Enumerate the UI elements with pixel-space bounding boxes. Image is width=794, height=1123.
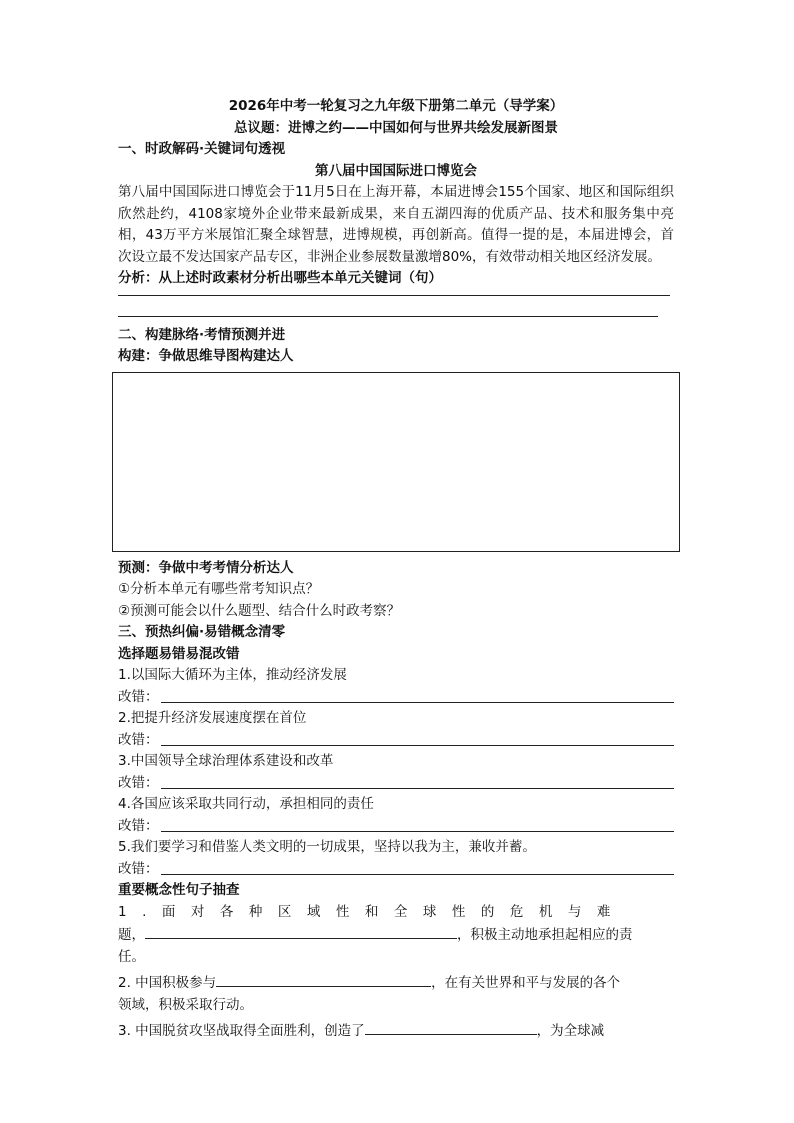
correction-blank[interactable] [161, 745, 675, 746]
fill-text: 题， [118, 927, 145, 943]
section3-sub1: 选择题易错易混改错 [118, 645, 240, 662]
answer-line[interactable] [118, 315, 658, 317]
fill-item-1-line1: 1.面对各种区域性和全球性的危机与难 [118, 903, 626, 920]
correction-row [118, 816, 674, 838]
section3-heading: 三、预热纠偏·易错概念清零 [118, 624, 286, 640]
answer-lines [118, 294, 674, 317]
fill-item-1-line3: 任。 [118, 948, 145, 965]
correction-label: 改错： [118, 774, 159, 791]
correction-label: 改错： [118, 817, 159, 834]
section2-heading: 二、构建脉络·考情预测并进 [118, 326, 286, 343]
section3-sub2: 重要概念性句子抽查 [118, 882, 240, 898]
fill-item-1-line2 [118, 923, 674, 947]
mindmap-box[interactable] [112, 372, 680, 552]
correction-blank[interactable] [161, 831, 675, 832]
fill-item-2-line1 [118, 971, 674, 995]
correction-item-3: 3.中国领导全球治理体系建设和改革 [118, 753, 334, 769]
fill-item-2-line2: 领域，积极采取行动。 [118, 996, 253, 1013]
correction-row [118, 859, 674, 881]
predict-label: 预测：争做中考考情分析达人 [118, 559, 294, 576]
correction-row [118, 773, 674, 795]
correction-label: 改错： [118, 860, 159, 877]
fill-blank[interactable] [216, 971, 431, 987]
correction-item-1: 1.以国际大循环为主体，推动经济发展 [118, 667, 347, 683]
fill-text: ，在有关世界和平与发展的各个 [431, 975, 621, 991]
doc-subtitle: 总议题：进博之约——中国如何与世界共绘发展新图景 [234, 119, 558, 136]
correction-row [118, 687, 674, 709]
correction-item-4: 4.各国应该采取共同行动，承担相同的责任 [118, 796, 374, 812]
article-text: 第八届中国国际进口博览会于11月5日在上海开幕，本届进博会155个国家、地区和国际组织欣然赴约，4108家境外企业带来最新成果，来自五湖四海的优质产品、技术和服务集中亮相，43万平方米展馆汇聚全球智慧，进博规模，再创新高。值得一提的是，本届进博会，首次设立最不发达国家产品专区，非洲企业参展数量激增80%，有效带动相关地区经济发展。 [118, 184, 674, 265]
correction-blank[interactable] [161, 788, 675, 789]
correction-blank[interactable] [161, 702, 675, 703]
predict-question-2: ②预测可能会以什么题型、结合什么时政考察？ [118, 602, 401, 619]
correction-item-5: 5.我们要学习和借鉴人类文明的一切成果，坚持以我为主，兼收并蓄。 [118, 839, 536, 855]
fill-text: 3. 中国脱贫攻坚战取得全面胜利，创造了 [118, 1023, 365, 1039]
fill-text: ，为全球减 [536, 1023, 605, 1039]
fill-text: ，积极主动地承担起相应的责 [457, 927, 633, 943]
doc-title: 2026年中考一轮复习之九年级下册第二单元（导学案） [228, 98, 564, 114]
fill-blank[interactable] [365, 1019, 537, 1035]
fill-in-list [118, 902, 674, 1043]
correction-row [118, 730, 674, 752]
fill-blank[interactable] [145, 923, 457, 939]
correction-label: 改错： [118, 688, 159, 705]
build-label: 构建：争做思维导图构建达人 [118, 348, 294, 364]
correction-blank[interactable] [161, 874, 675, 875]
correction-label: 改错： [118, 731, 159, 748]
document-page [118, 96, 674, 1043]
article-title: 第八届中国国际进口博览会 [315, 162, 477, 179]
correction-list [118, 665, 674, 880]
predict-question-1: ①分析本单元有哪些常考知识点？ [118, 581, 320, 597]
analysis-prompt: 分析：从上述时政素材分析出哪些本单元关键词（句） [118, 270, 442, 286]
fill-text: 2. 中国积极参与 [118, 975, 217, 991]
fill-item-3-line1 [118, 1019, 674, 1043]
section1-heading: 一、时政解码·关键词句透视 [118, 141, 286, 157]
correction-item-2: 2.把提升经济发展速度摆在首位 [118, 710, 307, 726]
answer-line[interactable] [118, 294, 670, 296]
